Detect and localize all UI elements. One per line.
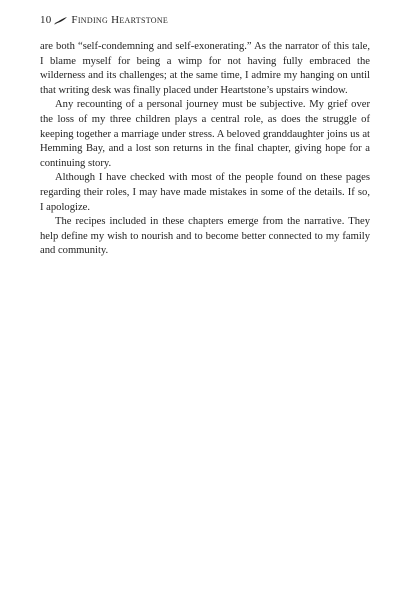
running-head <box>40 14 168 26</box>
feather-quill-icon <box>54 16 68 25</box>
book-title: Finding Heartstone <box>71 14 169 26</box>
paragraph-3: Although I have checked with most of the people found on these pages regarding their roles, I may have made mistakes in some of the details. If so, I apologize. <box>40 172 370 213</box>
page-number: 10 <box>40 14 52 26</box>
paragraph-1: are both “self-condemning and self-exonerating.” As the narrator of this tale, I blame myself for being a wimp for not having fully embraced the wilderness and its challenges; at the same time, I admire my hanging on until that writing desk was finally placed under Heartstone’s upstairs window. <box>40 41 370 96</box>
paragraph-2: Any recounting of a personal journey must be subjective. My grief over the loss of my three children plays a central role, as does the struggle of keeping together a marriage under stress. A beloved granddaughter joins us at Hemming Bay, and a lost son returns in the final chapter, giving hope for a continuing story. <box>40 99 370 169</box>
body-text <box>40 40 370 259</box>
paragraph-4: The recipes included in these chapters emerge from the narrative. They help define my wish to nourish and to become better connected to my family and community. <box>40 216 370 257</box>
